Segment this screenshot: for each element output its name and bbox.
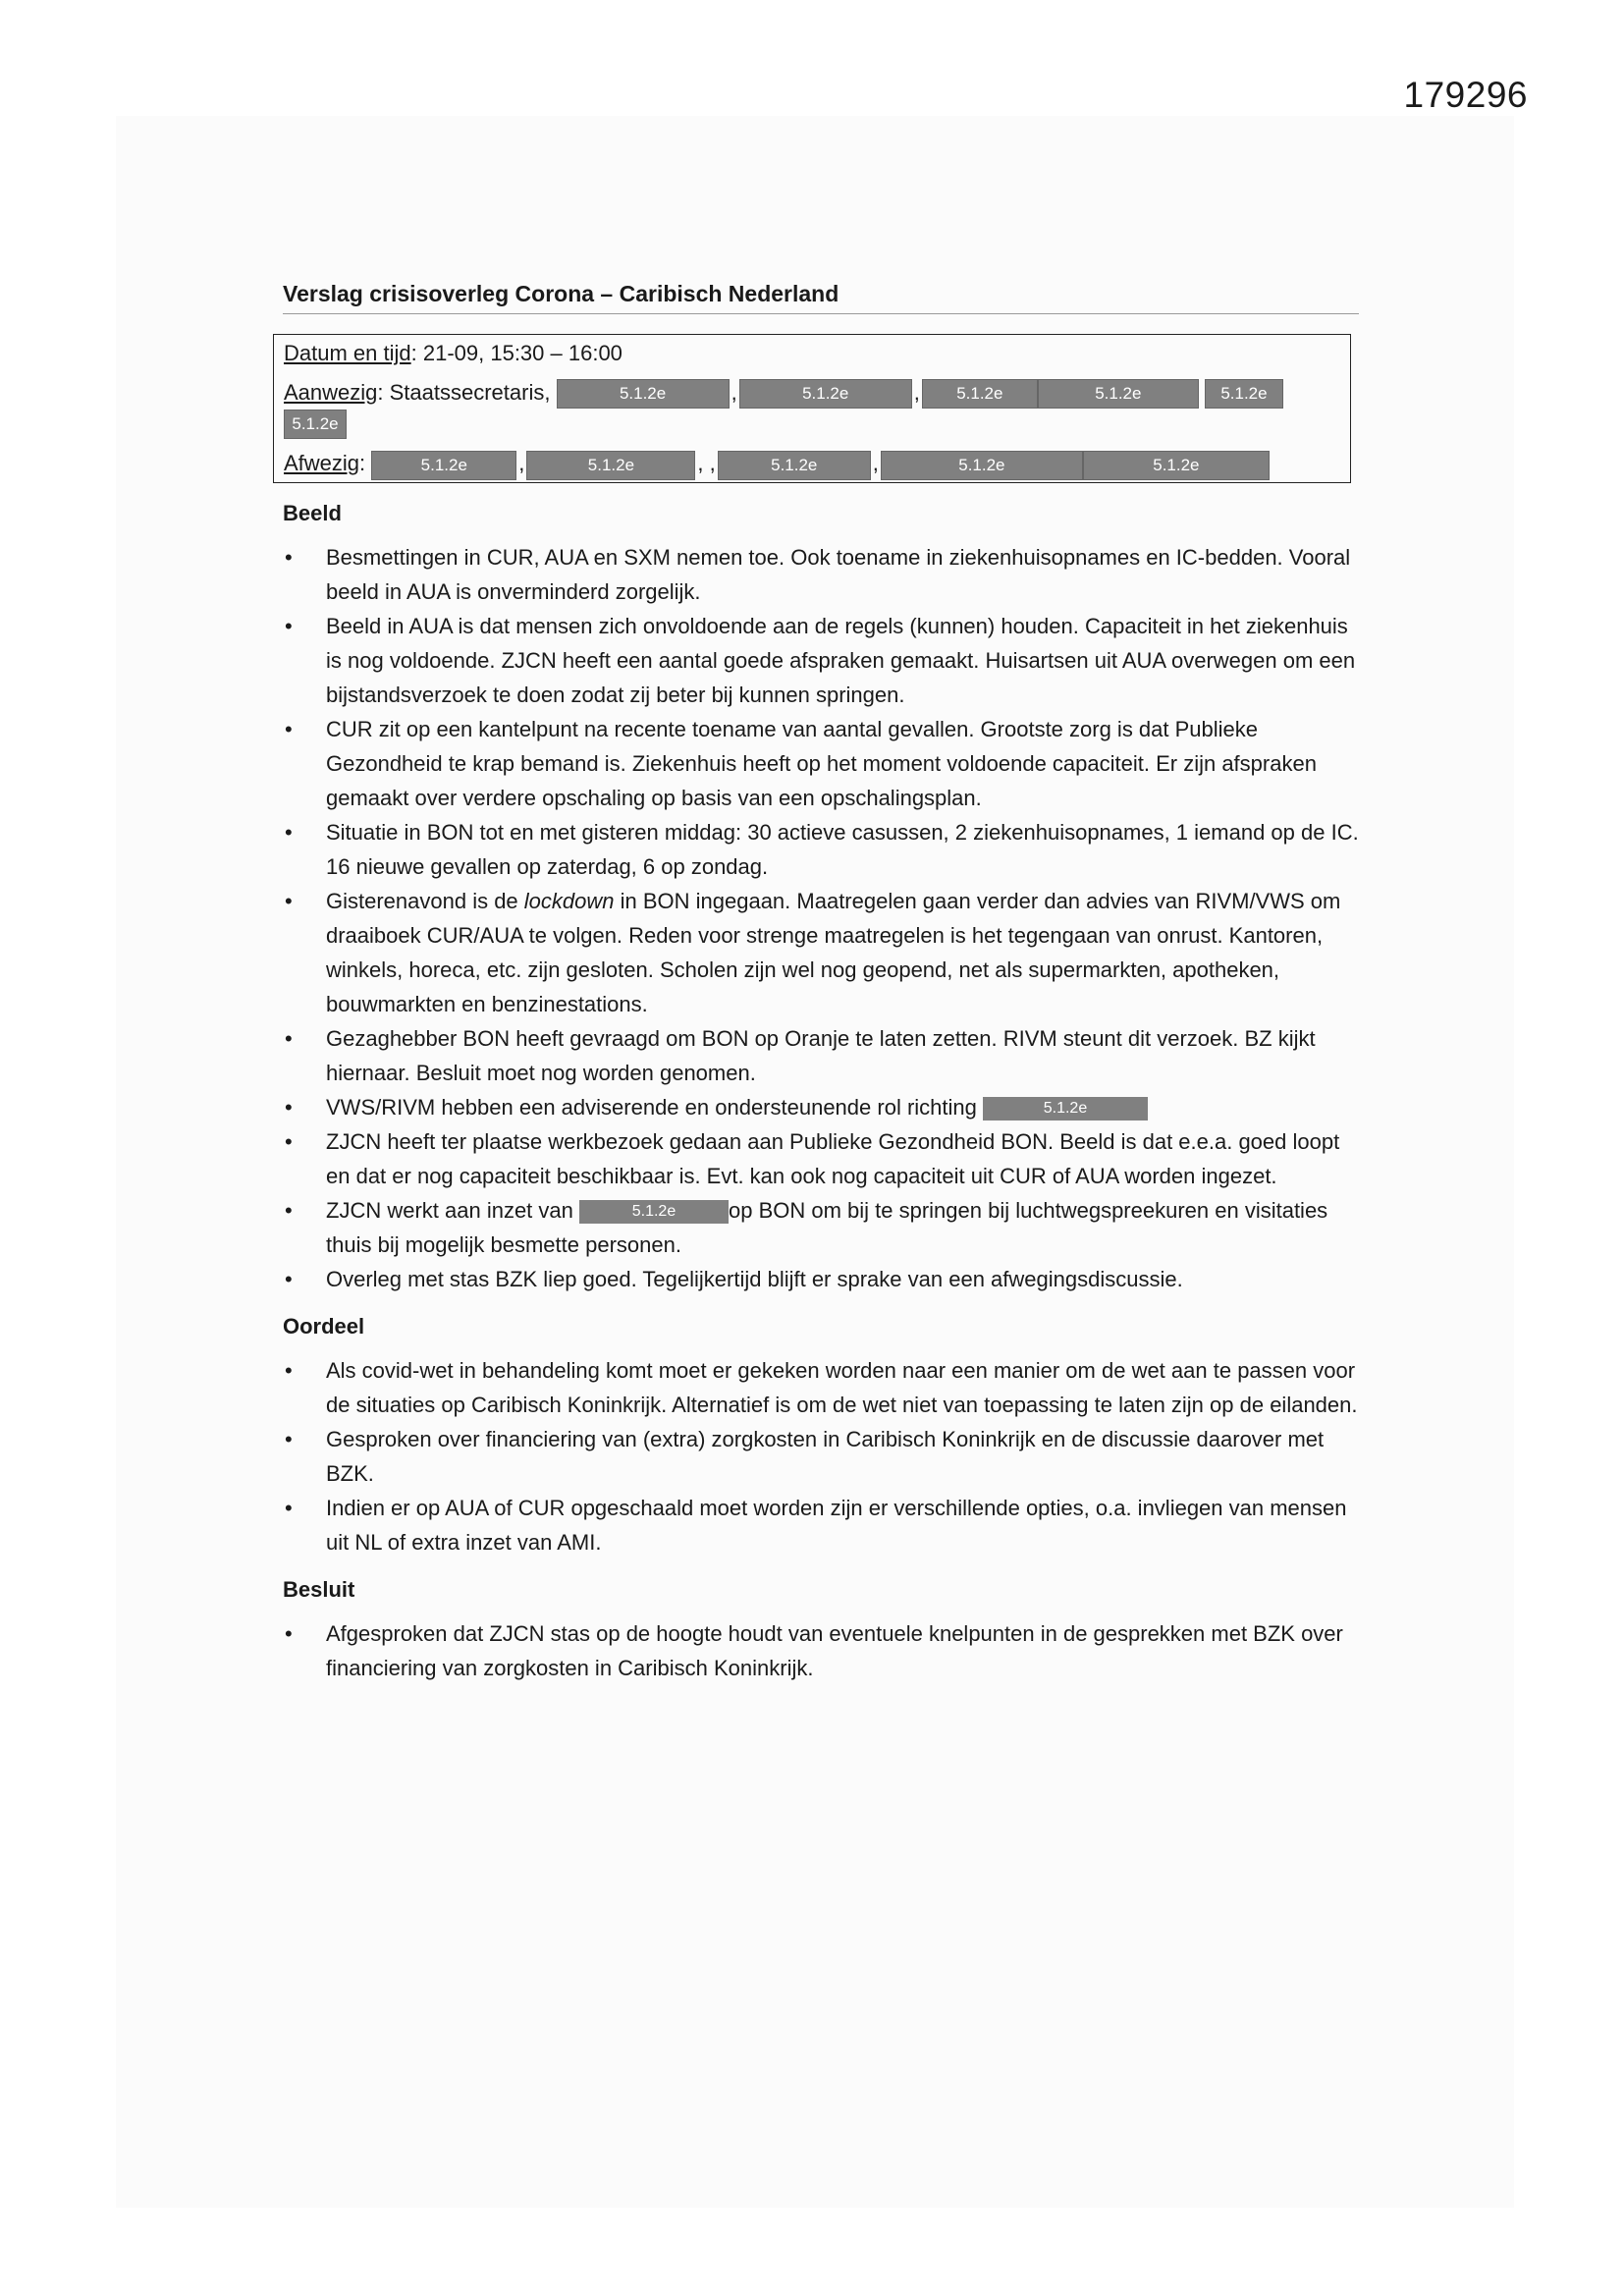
aanwezig-line-2	[284, 409, 1350, 439]
document-title: Verslag crisisoverleg Corona – Caribisch Nederland	[283, 281, 1359, 314]
meeting-info-box	[273, 334, 1351, 483]
section-heading-oordeel: Oordeel	[283, 1313, 365, 1339]
item-emphasis: lockdown	[523, 888, 615, 913]
aanwezig-label: Aanwezig	[284, 380, 378, 405]
redaction-block: 5.1.2e	[1205, 379, 1283, 409]
item-text: op BON om bij te springen bij luchtwegspreekuren en visitaties thuis bij mogelijk besmette personen.	[326, 1197, 1328, 1257]
list-item: • Gezaghebber BON heeft gevraagd om BON op Oranje te laten zetten. RIVM steunt dit verzoek. BZ kijkt hiernaar. Besluit moet nog worden genomen.	[283, 1021, 1359, 1090]
redaction-block: 5.1.2e	[1083, 451, 1270, 480]
list-item: • Als covid-wet in behandeling komt moet er gekeken worden naar een manier om de wet aan te passen voor de situaties op Caribisch Koninkrijk. Alternatief is om de wet niet van toepassing te laten zijn op de eilanden.	[283, 1353, 1359, 1422]
list-item: • Indien er op AUA of CUR opgeschaald moet worden zijn er verschillende opties, o.a. invliegen van mensen uit NL of extra inzet van AMI.	[283, 1491, 1359, 1559]
list-item: • CUR zit op een kantelpunt na recente toename van aantal gevallen. Grootste zorg is dat Publieke Gezondheid te krap bemand is. Ziekenhuis heeft op het moment voldoende capaciteit. Er zijn afspraken gemaakt over verdere opschaling op basis van een opschalingsplan.	[283, 712, 1359, 815]
beeld-list	[283, 540, 1359, 1296]
oordeel-list	[283, 1353, 1359, 1559]
redaction-block: 5.1.2e	[718, 451, 871, 480]
list-item: • Gesproken over financiering van (extra) zorgkosten in Caribisch Koninkrijk en de discussie daarover met BZK.	[283, 1422, 1359, 1491]
list-item	[283, 1090, 1359, 1124]
afwezig-colon: :	[359, 451, 366, 476]
list-item	[283, 884, 1359, 1021]
section-heading-beeld: Beeld	[283, 500, 342, 525]
list-item: • Overleg met stas BZK liep goed. Tegelijkertijd blijft er sprake van een afwegingsdiscussie.	[283, 1262, 1359, 1296]
list-item: • Situatie in BON tot en met gisteren middag: 30 actieve casussen, 2 ziekenhuisopnames, 1 iemand op de IC. 16 nieuwe gevallen op zaterdag, 6 op zondag.	[283, 815, 1359, 884]
list-item: • Beeld in AUA is dat mensen zich onvoldoende aan de regels (kunnen) houden. Capaciteit in het ziekenhuis is nog voldoende. ZJCN heeft een aantal goede afspraken gemaakt. Huisartsen uit AUA overwegen om een bijstandsverzoek te doen zodat zij beter bij kunnen springen.	[283, 609, 1359, 712]
besluit-list	[283, 1616, 1359, 1685]
item-text: VWS/RIVM hebben een adviserende en ondersteunende rol richting	[326, 1094, 977, 1120]
redaction-block: 5.1.2e	[1038, 379, 1199, 409]
list-item: • Afgesproken dat ZJCN stas op de hoogte houdt van eventuele knelpunten in de gesprekken met BZK over financiering van zorgkosten in Caribisch Koninkrijk.	[283, 1616, 1359, 1685]
item-text: Gisterenavond is de	[326, 888, 524, 913]
aanwezig-value: : Staatssecretaris,	[377, 380, 551, 405]
list-item: • ZJCN heeft ter plaatse werkbezoek gedaan aan Publieke Gezondheid BON. Beeld is dat e.e.a. goed loopt en dat er nog capaciteit beschikbaar is. Evt. kan ook nog capaciteit uit CUR of AUA worden ingezet.	[283, 1124, 1359, 1193]
item-text: in BON ingegaan. Maatregelen gaan verder dan advies van RIVM/VWS om draaiboek CUR/AUA te volgen. Reden voor strenge maatregelen is het tegengaan van onrust. Kantoren, winkels, horeca, etc. zijn gesloten. Scholen zijn wel nog geopend, net als supermarkten, apotheken, bouwmarkten en benzinestations.	[326, 888, 1341, 1016]
document-number: 179296	[1403, 75, 1528, 115]
redaction-block: 5.1.2e	[284, 410, 347, 439]
document-body	[283, 281, 1359, 1685]
redaction-block: 5.1.2e	[881, 451, 1083, 480]
redaction-block: 5.1.2e	[579, 1200, 729, 1224]
datum-line	[284, 339, 1350, 368]
redaction-block: 5.1.2e	[371, 451, 516, 480]
datum-value: : 21-09, 15:30 – 16:00	[410, 341, 623, 365]
afwezig-label: Afwezig	[284, 451, 360, 476]
list-item: • Besmettingen in CUR, AUA en SXM nemen toe. Ook toename in ziekenhuisopnames en IC-bedden. Vooral beeld in AUA is onverminderd zorgelijk.	[283, 540, 1359, 609]
aanwezig-line: Aanwezig: Staatssecretaris, 5.1.2e , 5.1.2e , 5.1.2e 5.1.2e 5.1.2e	[284, 378, 1350, 409]
list-item	[283, 1193, 1359, 1262]
redaction-block: 5.1.2e	[526, 451, 695, 480]
item-text: ZJCN werkt aan inzet van	[326, 1197, 579, 1223]
afwezig-line: Afwezig: 5.1.2e , 5.1.2e , , 5.1.2e , 5.1.2e 5.1.2e	[284, 449, 1350, 479]
redaction-block: 5.1.2e	[983, 1097, 1148, 1121]
datum-label: Datum en tijd	[284, 341, 411, 365]
redaction-block: 5.1.2e	[557, 379, 730, 409]
redaction-block: 5.1.2e	[922, 379, 1038, 409]
section-heading-besluit: Besluit	[283, 1576, 355, 1602]
redaction-block: 5.1.2e	[739, 379, 912, 409]
